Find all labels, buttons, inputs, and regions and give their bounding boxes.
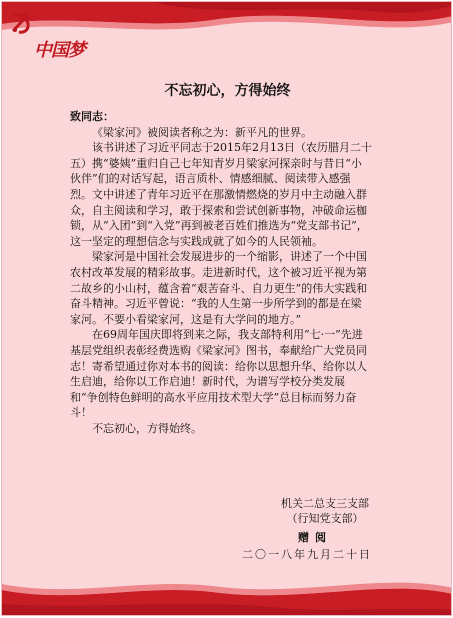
brand-name: 中国梦 (34, 40, 85, 61)
gift-label: 赠阅 (298, 531, 332, 544)
letter-title: 不忘初心，方得始终 (164, 83, 291, 99)
letter-body (70, 109, 372, 436)
paragraph: 该书讲述了习近平同志于2015年2月13日（农历腊月二十五）携“婆姨”重归自己七年知青岁月梁家河探亲时与昔日“小伙伴”们的对话写起，语言质朴、情感细腻、阅读带入感强烈。文中讲述了青年习近平在那激情燃烧的岁月中主动融入群众，自主阅读和学习，敢于探索和尝试创新事物，冲破命运枷锁，从“入团”到“入党”再到被老百姓们推选为“党支部书记”，这一坚定的理想信念与实践成就了如今的人民领袖。 (70, 141, 372, 248)
org-line-2: （行知党支部） (286, 512, 364, 525)
paragraph: 梁家河是中国社会发展进步的一个缩影，讲述了一个中国农村改革发展的精彩故事。走进新时代，这个被习近平视为第二故乡的小山村，蕴含着“艰苦奋斗、自力更生”的伟大实践和奋斗精神。习近平曾说：“我的人生第一步所学到的都是在梁家河。不要小看梁家河，这是有大学问的地方。” (70, 250, 368, 326)
salutation: 致同志： (70, 110, 114, 123)
paragraph: 《梁家河》被阅读者称之为：新平凡的世界。 (92, 125, 312, 139)
paragraph: 在69周年国庆即将到来之际，我支部特利用“七·一”先进基层党组织表彰经费选购《梁家河》图书，奉献给广大党员同志！寄希望通过你对本书的阅读：给你以思想升华、给你以人生启迪，给你以工作启迪！新时代，为谱写学校分类发展和“争创特色鲜明的高水平应用技术型大学”总目标而努力奋斗！ (70, 328, 367, 420)
bottom-red-ribbon (2, 570, 452, 615)
letter-page (1, 1, 452, 616)
hammer-and-sickle-icon (8, 10, 34, 36)
org-line-1: 机关二总支三支部 (281, 497, 369, 510)
date-label: 二〇一八年九月二十日 (242, 548, 372, 561)
paragraph: 不忘初心，方得始终。 (92, 421, 202, 435)
